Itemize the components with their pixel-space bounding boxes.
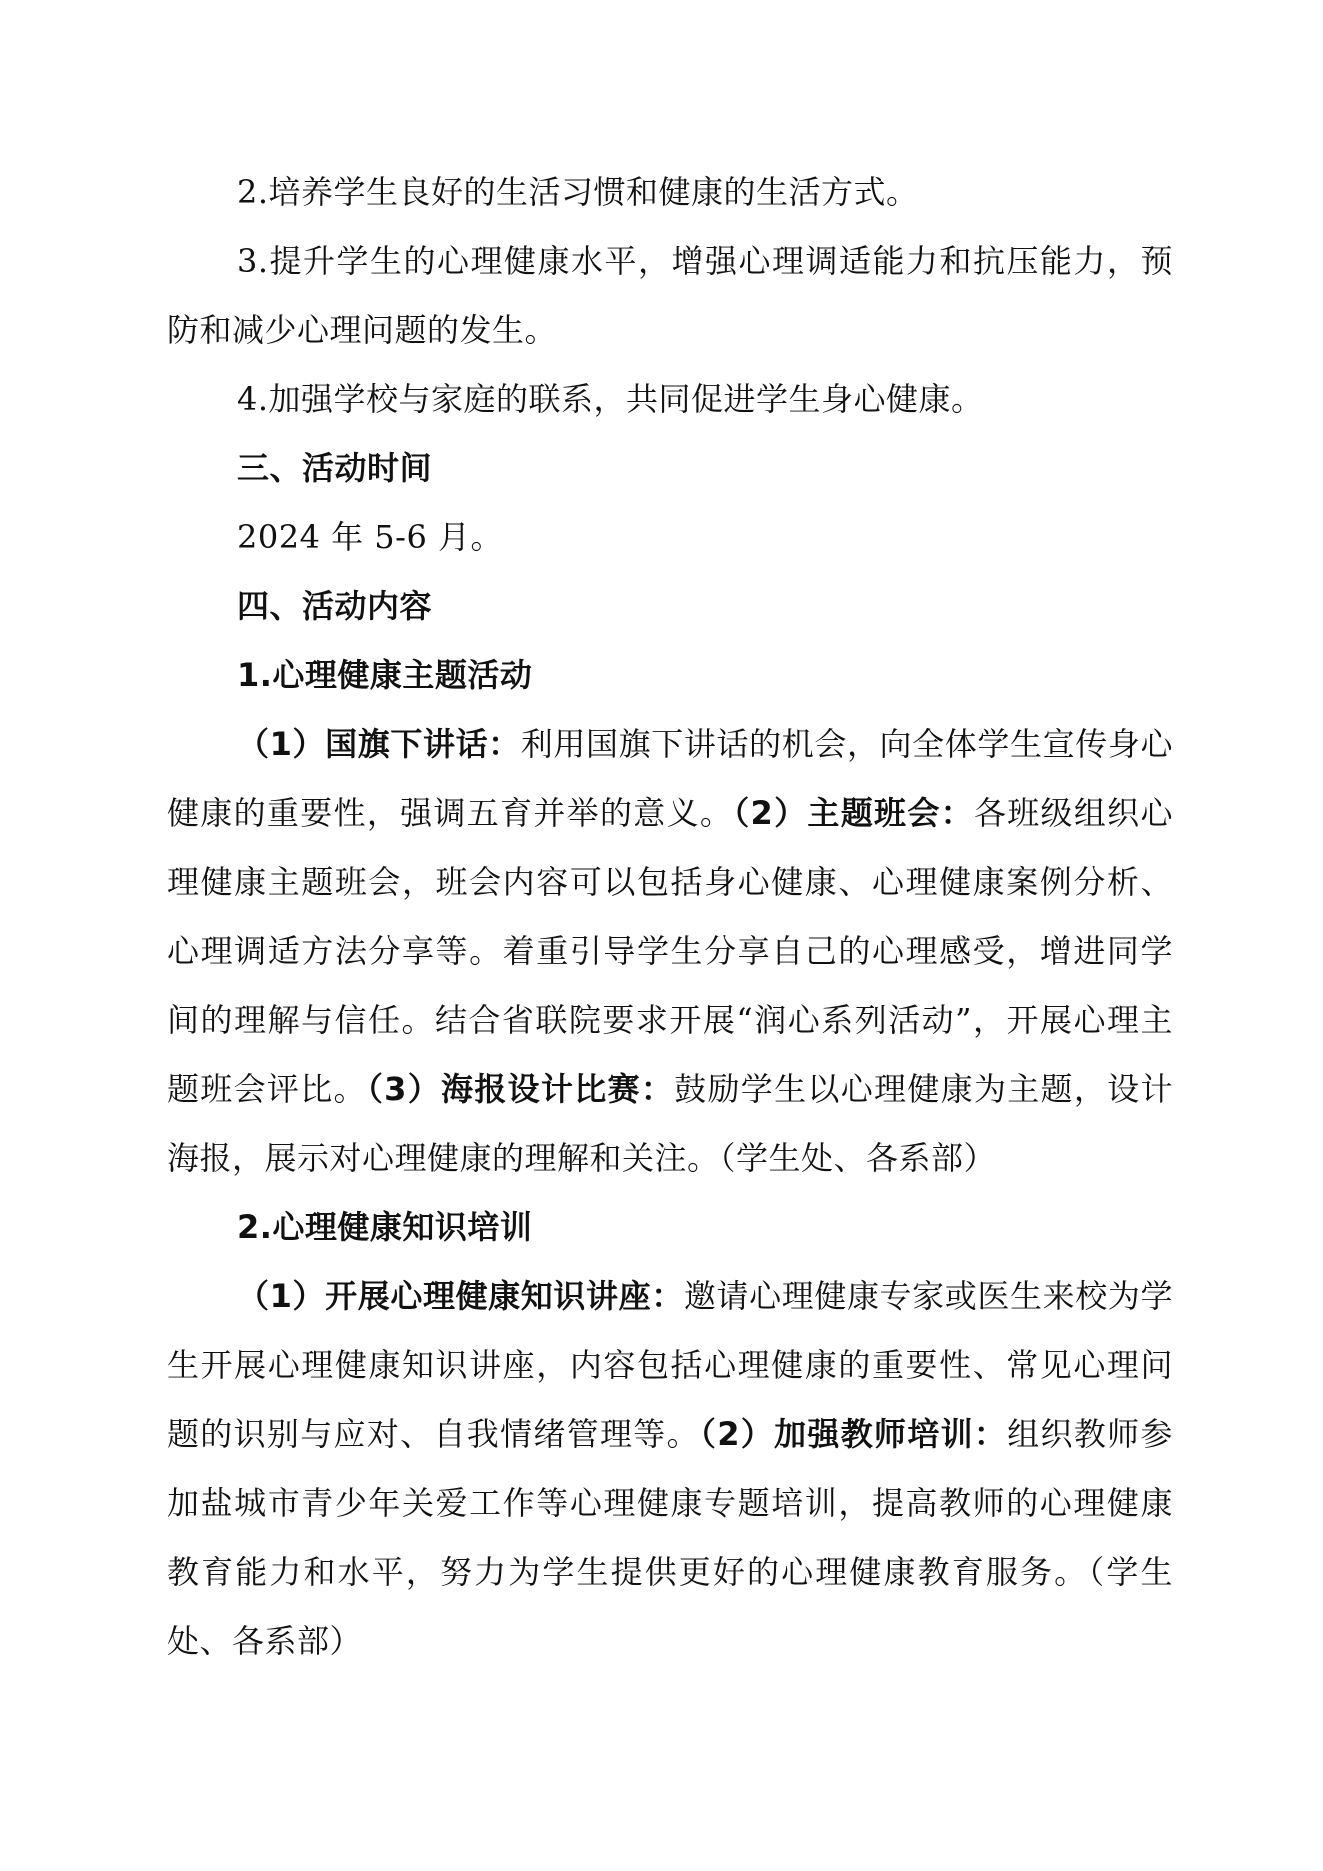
item-1-p3-text: 鼓励学生以心理健康为主题，设计海报，展示对心理健康的理解和关注。（学生处、各系部） [167, 1070, 1173, 1177]
section-3-title: 三、活动时间 [237, 449, 433, 487]
item-2-title: 2.心理健康知识培训 [237, 1208, 533, 1246]
item-1-p2-text: 各班级组织心理健康主题班会，班会内容可以包括身心健康、心理健康案例分析、心理调适方法分享等。着重引导学生分享自己的心理感受，增进同学间的理解与信任。结合省联院要求开展“润心系列活动”，开展心理主题班会评比。 [167, 794, 1173, 1108]
item-2-p2-label: （2）加强教师培训： [699, 1415, 1008, 1453]
item-1-p2-label: （2）主题班会： [733, 794, 974, 832]
item-2-p1-text: 邀请心理健康专家或医生来校为学生开展心理健康知识讲座，内容包括心理健康的重要性、常见心理问题的识别与应对、自我情绪管理等。 [167, 1277, 1173, 1453]
item-1-p3-label: （3）海报设计比赛： [366, 1070, 675, 1108]
item-1-p1-label: （1）国旗下讲话： [237, 725, 521, 763]
item-1-title: 1.心理健康主题活动 [237, 656, 533, 694]
item-2-paragraph [167, 1262, 1173, 1676]
section-4-title: 四、活动内容 [237, 587, 433, 625]
item-1-p1-text: 利用国旗下讲话的机会，向全体学生宣传身心健康的重要性，强调五育并举的意义。 [167, 725, 1173, 832]
document-page [167, 158, 1173, 1676]
item-2-p2-text: 组织教师参加盐城市青少年关爱工作等心理健康专题培训，提高教师的心理健康教育能力和水平，努力为学生提供更好的心理健康教育服务。（学生处、各系部） [167, 1415, 1173, 1660]
goal-4: 4.加强学校与家庭的联系，共同促进学生身心健康。 [237, 380, 984, 418]
item-2-p1-label: （1）开展心理健康知识讲座： [237, 1277, 684, 1315]
goal-3: 3.提升学生的心理健康水平，增强心理调适能力和抗压能力，预防和减少心理问题的发生。 [167, 242, 1173, 349]
goal-2: 2.培养学生良好的生活习惯和健康的生活方式。 [237, 173, 919, 211]
section-3-body: 2024 年 5-6 月。 [237, 518, 503, 556]
item-1-paragraph [167, 710, 1173, 1193]
